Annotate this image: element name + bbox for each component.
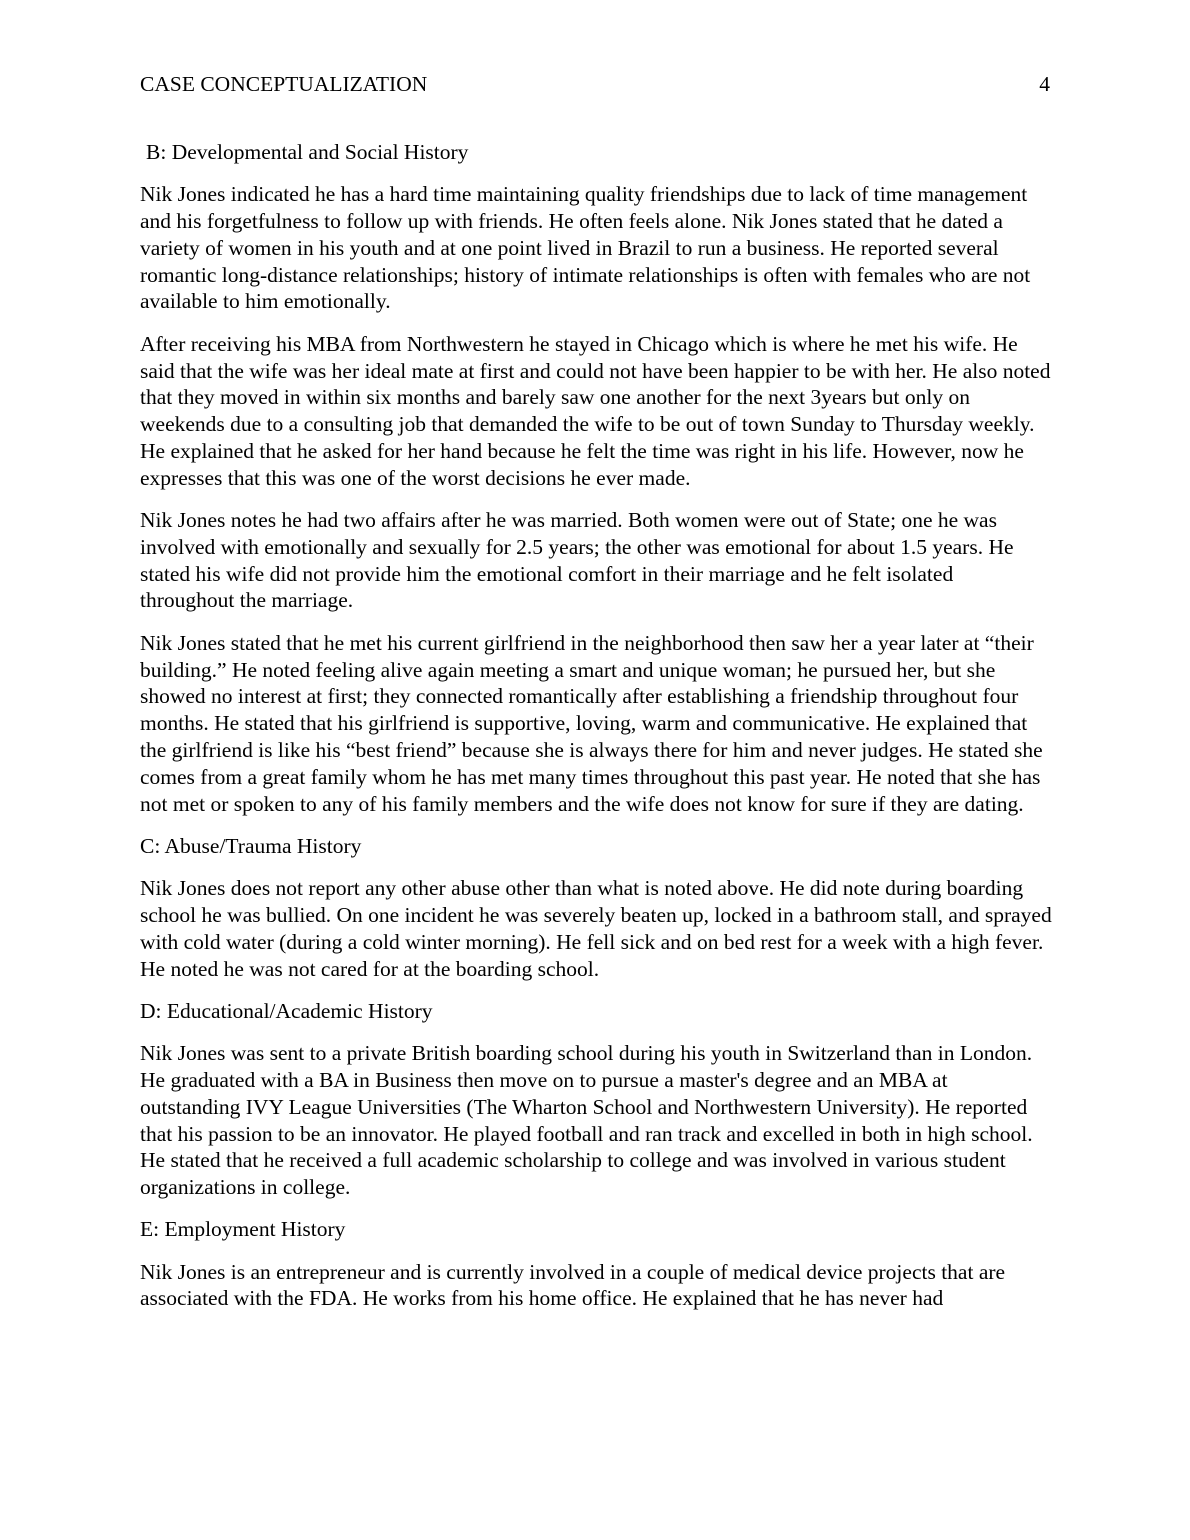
section-heading-abuse: C: Abuse/Trauma History xyxy=(140,833,362,858)
document-body xyxy=(140,139,1052,1328)
paragraph-abuse-1: Nik Jones does not report any other abuse other than what is noted above. He did note during boarding school he was bullied. On one incident he was severely beaten up, locked in a bathroom stall, and sprayed with cold water (during a cold winter morning). He fell sick and on bed rest for a week with a high fever. He noted he was not cared for at the boarding school. xyxy=(140,876,1052,981)
paragraph-employment-1: Nik Jones is an entrepreneur and is currently involved in a couple of medical device projects that are associated with the FDA. He works from his home office. He explained that he has never had xyxy=(140,1259,1006,1311)
section-heading-employment: E: Employment History xyxy=(140,1217,346,1242)
page-number: 4 xyxy=(1039,72,1050,96)
paragraph-developmental-1: Nik Jones indicated he has a hard time maintaining quality friendships due to lack of time management and his forgetfulness to follow up with friends. He often feels alone. Nik Jones stated that he dated a variety of women in his youth and at one point lived in Brazil to run a business. He reported several romantic long-distance relationships; history of intimate relationships is often with females who are not available to him emotionally. xyxy=(140,182,1031,314)
running-head-title: CASE CONCEPTUALIZATION xyxy=(140,72,428,96)
section-heading-developmental: B: Developmental and Social History xyxy=(146,140,469,164)
paragraph-developmental-4: Nik Jones stated that he met his current girlfriend in the neighborhood then saw her a year later at “their building.” He noted feeling alive again meeting a smart and unique woman; he pursued her, but she showed no interest at first; they connected romantically after establishing a friendship throughout four months. He stated that his girlfriend is supportive, loving, warm and communicative. He explained that the girlfriend is like his “best friend” because she is always there for him and never judges. He stated she comes from a great family whom he has met many times throughout this past year. He noted that she has not met or spoken to any of his family members and the wife does not know for sure if they are dating. xyxy=(140,630,1043,816)
paragraph-developmental-2: After receiving his MBA from Northwestern he stayed in Chicago which is where he met his wife. He said that the wife was her ideal mate at first and could not have been happier to be with her. He also noted that they moved in within six months and barely saw one another for the next 3years but only on weekends due to a consulting job that demanded the wife to be out of town Sunday to Thursday weekly. He explained that he asked for her hand because he felt the time was right in his life. However, now he expresses that this was one of the worst decisions he ever made. xyxy=(140,331,1051,490)
section-heading-education: D: Educational/Academic History xyxy=(140,998,433,1023)
paragraph-developmental-3: Nik Jones notes he had two affairs after he was married. Both women were out of State; one he was involved with emotionally and sexually for 2.5 years; the other was emotional for about 1.5 years. He stated his wife did not provide him the emotional comfort in their marriage and he felt isolated throughout the marriage. xyxy=(140,508,1014,613)
paragraph-education-1: Nik Jones was sent to a private British boarding school during his youth in Switzerland than in London. He graduated with a BA in Business then move on to pursue a master's degree and an MBA at outstanding IVY League Universities (The Wharton School and Northwestern University). He reported that his passion to be an innovator. He played football and ran track and excelled in both in high school. He stated that he received a full academic scholarship to college and was involved in various student organizations in college. xyxy=(140,1041,1033,1200)
